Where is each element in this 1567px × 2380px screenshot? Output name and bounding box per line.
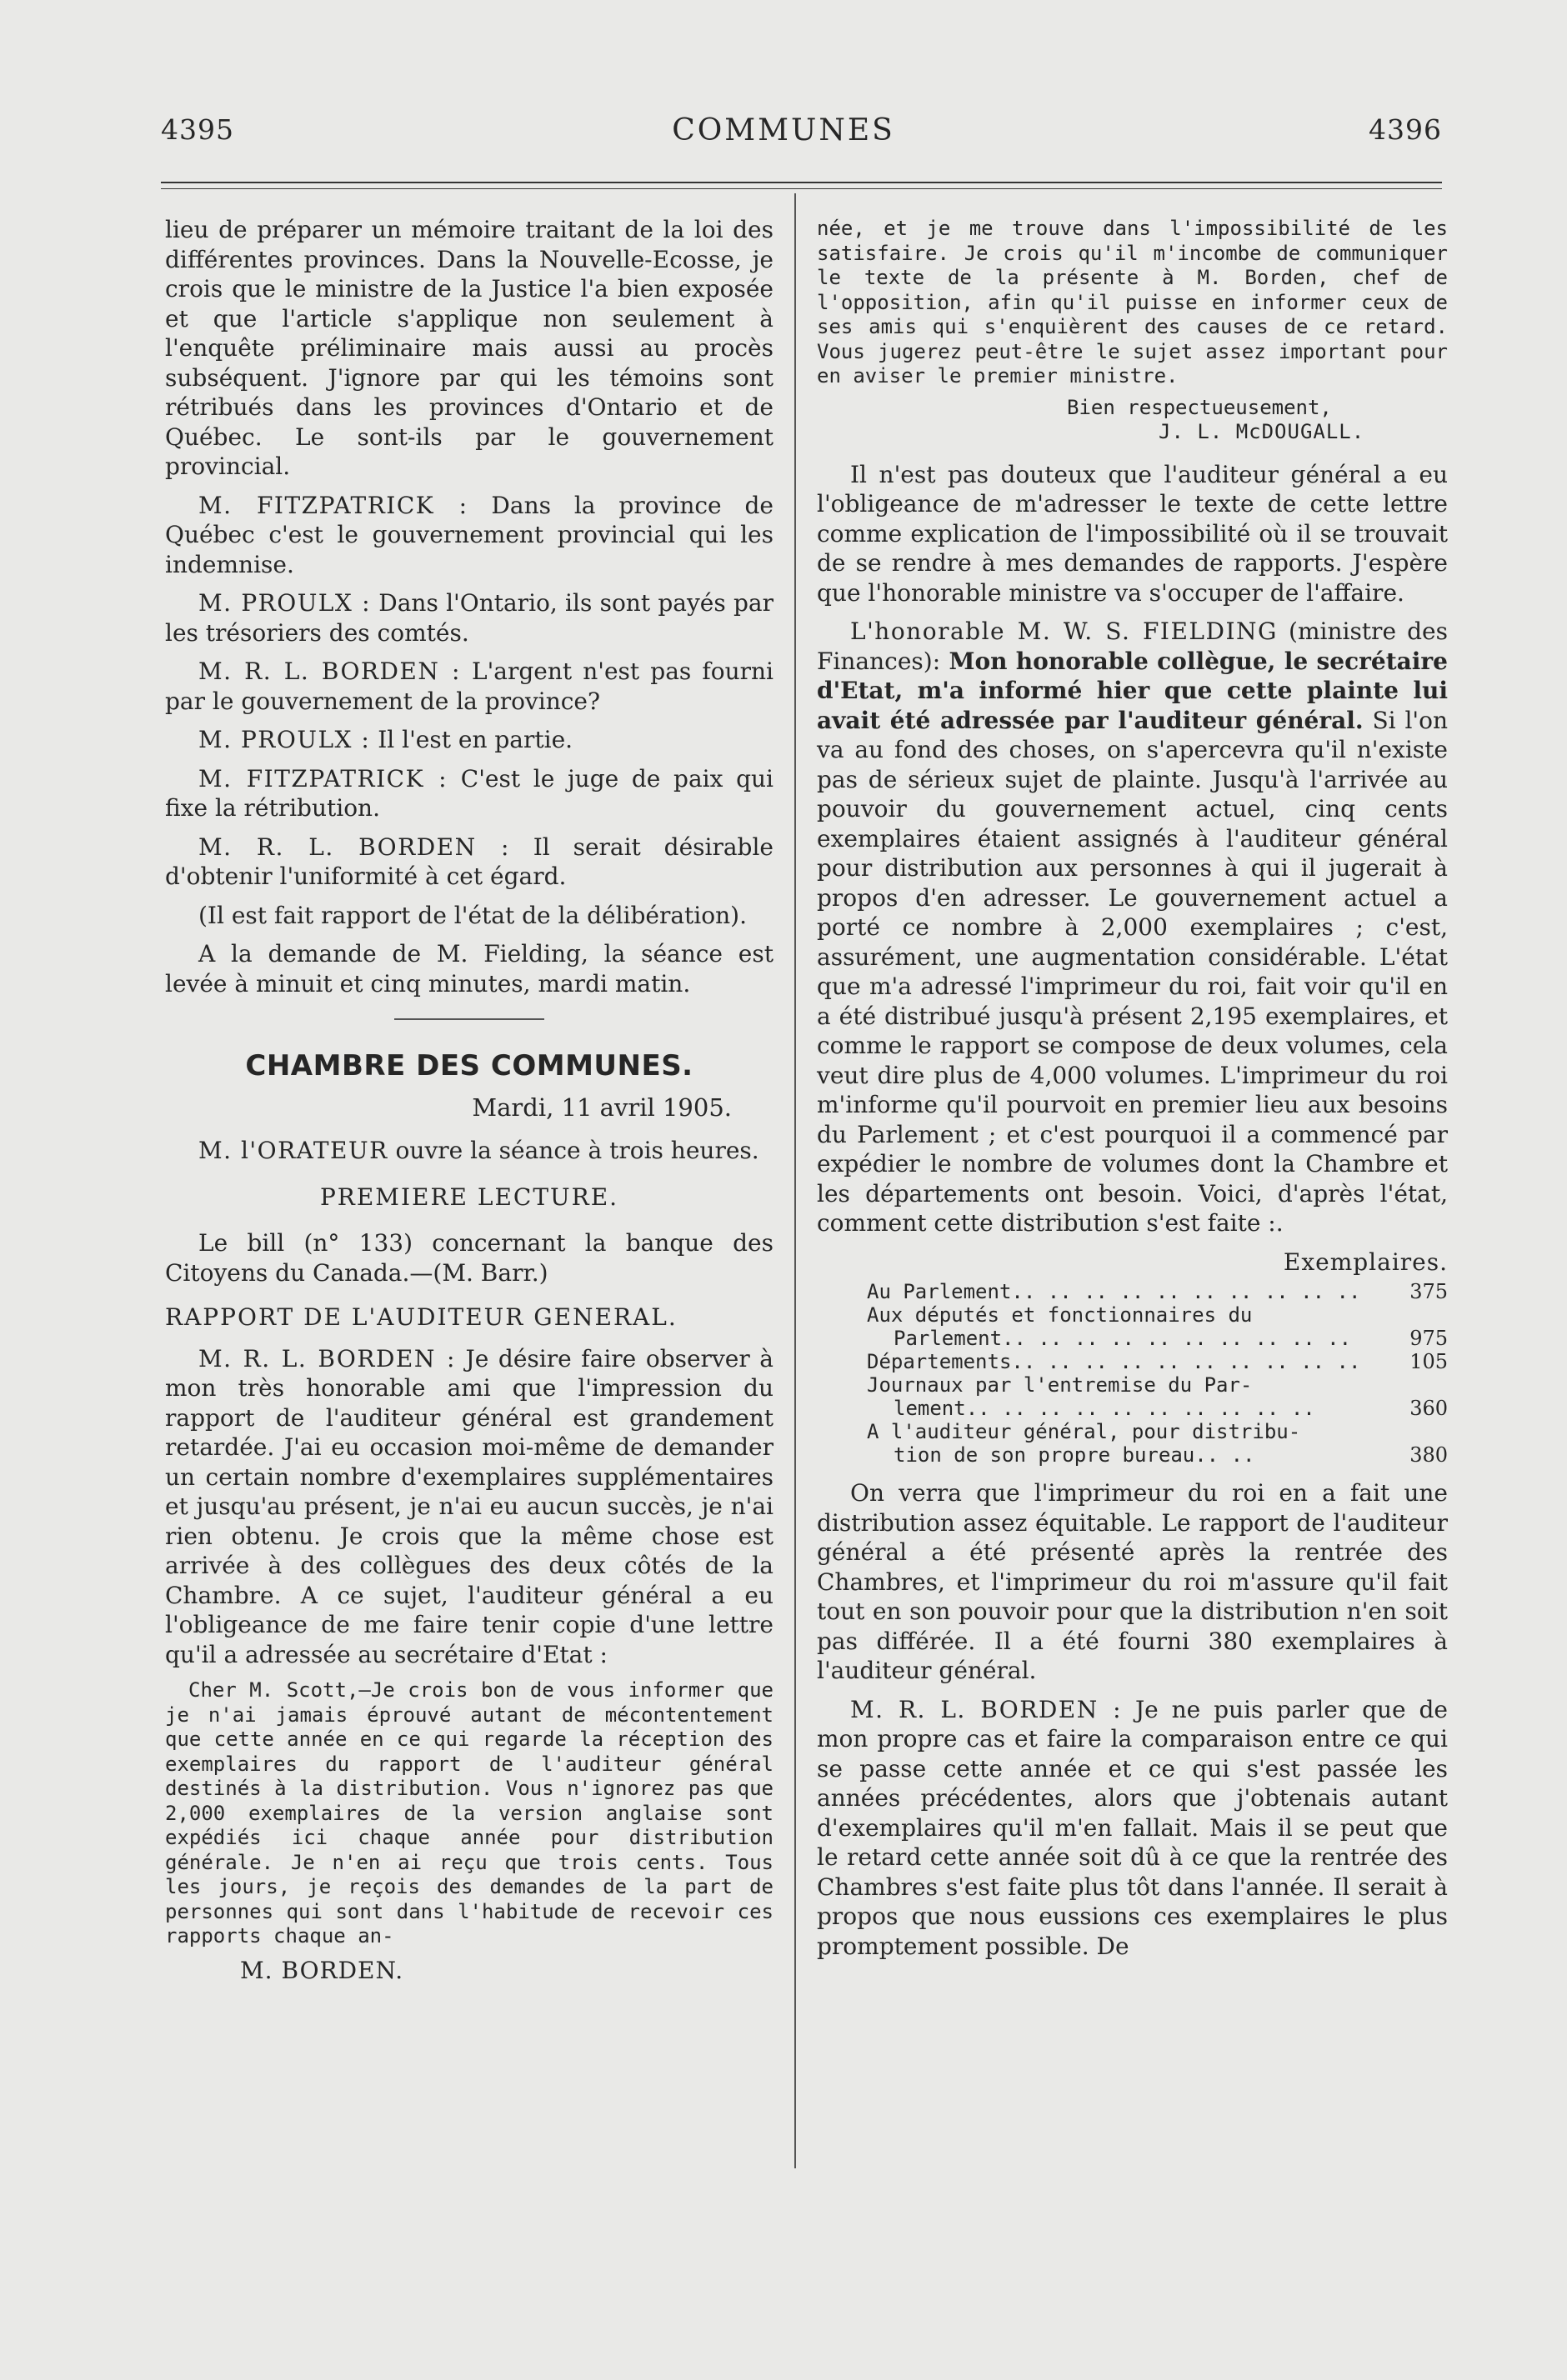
- label-line: Au Parlement.. .. .. .. .. .. .. .. .. ..: [867, 1280, 1361, 1303]
- speech: [165, 832, 773, 892]
- label-line: A l'auditeur général, pour distribu-: [867, 1420, 1301, 1443]
- distribution-value: 375: [1409, 1280, 1448, 1303]
- speech-text: Dans l'Ontario, ils sont payés par les trésoriers des comtés.: [165, 589, 773, 647]
- label-continuation: Parlement.. .. .. .. .. .. .. .. .. ..: [894, 1327, 1352, 1350]
- paragraph: (Il est fait rapport de l'état de la délibération).: [198, 901, 747, 929]
- speaker: M. PROULX :: [198, 726, 371, 753]
- table-row: [817, 1373, 1448, 1420]
- distribution-header: Exemplaires.: [1283, 1248, 1448, 1276]
- table-row: [817, 1420, 1448, 1467]
- speech: [817, 1695, 1448, 1962]
- subheading-report: RAPPORT DE L'AUDITEUR GENERAL.: [165, 1303, 678, 1331]
- speech-text: Dans la province de Québec c'est le gouvernement provincial qui les indemnise.: [165, 491, 774, 578]
- speaker: M. l'ORATEUR: [198, 1137, 388, 1164]
- speech-emphasis: Mon honorable collègue, le secrétaire d'Etat, m'a informé hier que cette plainte lui avait été adressée par l'auditeur général.: [817, 647, 1448, 734]
- speaker: L'honorable M. W. S. FIELDING: [850, 618, 1278, 645]
- speaker: M. R. L. BORDEN :: [850, 1695, 1123, 1723]
- session-date: Mardi, 11 avril 1905.: [472, 1092, 732, 1122]
- distribution-value: 380: [1409, 1443, 1448, 1467]
- distribution-table: [817, 1280, 1448, 1467]
- speech-text: Si l'on va au fond des choses, on s'apercevra qu'il n'existe pas de sérieux sujet de plainte. Jusqu'à l'arrivée au pouvoir du gouvernement actuel, cinq cents exemplaires étaient assignés à l'auditeur général pour distribution aux personnes à qui il jugerait à propos d'en adresser. Le gouvernement actuel a porté ce nombre à 2,000 exemplaires ; c'est, assurément, une augmentation considérable. L'état que m'a adressé l'imprimeur du roi, fait voir qu'il en a été distribué jusqu'à présent 2,195 exemplaires, et comme le rapport se compose de deux volumes, cela veut dire plus de 4,000 volumes. L'imprimeur du roi m'informe qu'il pourvoit en premier lieu aux besoins du Parlement ; et c'est pourquoi il a commencé par expédier le nombre de volumes dont la Chambre et les départements ont besoin. Voici, d'après l'état, comment cette distribution s'est faite :.: [817, 706, 1449, 1237]
- section-divider: [394, 1018, 544, 1020]
- header-rule-top: [161, 182, 1442, 183]
- label-line: Journaux par l'entremise du Par-: [867, 1373, 1253, 1397]
- right-column: [817, 215, 1448, 1970]
- label-continuation: tion de son propre bureau.. ..: [894, 1443, 1255, 1467]
- speech-text: C'est le juge de paix qui fixe la rétribution.: [165, 764, 774, 822]
- speech-text: Il l'est en partie.: [370, 726, 573, 753]
- quoted-letter: Cher M. Scott,—Je crois bon de vous informer que je n'ai jamais éprouvé autant de mécontentement que cette année en ce qui regarde la réception des exemplaires du rapport de l'auditeur général destinés à la distribution. Vous n'ignorez pas que 2,000 exemplaires de la version anglaise sont expédiés ici chaque année pour distribution générale. Je n'en ai reçu que trois cents. Tous les jours, je reçois des demandes de la part de personnes qui sont dans l'habitude de recevoir ces rapports chaque an-: [165, 1678, 773, 1948]
- speech: [165, 588, 773, 648]
- speaker: M. PROULX :: [198, 589, 372, 617]
- paragraph: lieu de préparer un mémoire traitant de la loi des différentes provinces. Dans la Nouvelle-Ecosse, je crois que le ministre de la Justice l'a bien exposée et que l'article s'applique non seulement à l'enquête préliminaire mais aussi au procès subséquent. J'ignore par qui les témoins sont rétribués dans les provinces d'Ontario et de Québec. Le sont-ils par le gouvernement provincial.: [165, 216, 773, 480]
- quoted-letter-continued: née, et je me trouve dans l'impossibilité de les satisfaire. Je crois qu'il m'incombe de communiquer le texte de la présente à M. Borden, chef de l'opposition, afin qu'il puisse en informer ceux de ses amis qui s'enquièrent des causes de ce retard. Vous jugerez peut-être le sujet assez important pour en aviser le premier ministre.: [817, 217, 1448, 388]
- paragraph: Le bill (n° 133) concernant la banque des Citoyens du Canada.—(M. Barr.): [165, 1229, 773, 1287]
- running-title: COMMUNES: [672, 113, 895, 148]
- label-line: Aux députés et fonctionnaires du: [867, 1303, 1253, 1327]
- speech: [165, 491, 773, 580]
- distribution-value: 360: [1409, 1397, 1448, 1420]
- distribution-label: [817, 1420, 1389, 1467]
- distribution-label: [817, 1303, 1389, 1350]
- section-heading: CHAMBRE DES COMMUNES.: [245, 1049, 693, 1082]
- distribution-value: 975: [1409, 1327, 1448, 1350]
- signature: M. BORDEN.: [240, 1956, 404, 1984]
- paragraph: A la demande de M. Fielding, la séance est levée à minuit et cinq minutes, mardi matin.: [165, 940, 773, 998]
- speech: [817, 617, 1448, 1238]
- speaker-role: (ministre des Finances):: [817, 618, 1448, 675]
- speech: [165, 657, 773, 716]
- table-row: [817, 1280, 1448, 1303]
- left-column: [165, 215, 773, 1985]
- speech-text: Je désire faire observer à mon très honorable ami que l'impression du rapport de l'auditeur général est grandement retardée. J'ai eu occasion moi-même de demander un certain nombre d'exemplaires supplémentaires et jusqu'au présent, je n'ai eu aucun succès, je n'ai rien obtenu. Je crois que la même chose est arrivée à des collègues des deux côtés de la Chambre. A ce sujet, l'auditeur général a eu l'obligeance de me faire tenir copie d'une lettre qu'il a adressée au secrétaire d'Etat :: [165, 1344, 774, 1668]
- label-continuation: lement.. .. .. .. .. .. .. .. .. ..: [894, 1397, 1315, 1420]
- table-row: [817, 1303, 1448, 1350]
- distribution-label: [817, 1280, 1389, 1303]
- paragraph: On verra que l'imprimeur du roi en a fait une distribution assez équitable. Le rapport de l'auditeur général a été présenté après la rentrée des Chambres, et l'imprimeur du roi m'assure qu'il fait tout en son pouvoir pour que la distribution n'en soit pas différée. Il a été fourni 380 exemplaires à l'auditeur général.: [817, 1479, 1448, 1684]
- speech: [165, 1136, 773, 1166]
- distribution-label: [817, 1350, 1389, 1373]
- speech-text: Il serait désirable d'obtenir l'uniformité à cet égard.: [165, 832, 773, 890]
- letter-closing: [817, 396, 1448, 445]
- table-row: [817, 1350, 1448, 1373]
- speaker: M. R. L. BORDEN :: [198, 658, 461, 685]
- subheading-first-reading: PREMIERE LECTURE.: [319, 1182, 619, 1211]
- speaker: M. R. L. BORDEN :: [198, 1344, 456, 1372]
- header-rule-bottom: [161, 188, 1442, 189]
- page-number-left: 4395: [161, 113, 234, 146]
- page-number-right: 4396: [1369, 113, 1442, 146]
- speech-text: L'argent n'est pas fourni par le gouvernement de la province?: [165, 658, 773, 715]
- column-divider: [794, 193, 796, 2168]
- speaker: M. FITZPATRICK :: [198, 764, 448, 792]
- speech: [165, 725, 773, 755]
- label-line: Départements.. .. .. .. .. .. .. .. .. ..: [867, 1350, 1361, 1373]
- closing-name: J. L. McDOUGALL.: [1159, 420, 1365, 443]
- distribution-value: 105: [1409, 1350, 1448, 1373]
- closing-salutation: Bien respectueusement,: [1067, 395, 1332, 419]
- paragraph: Il n'est pas douteux que l'auditeur général a eu l'obligeance de m'adresser le texte de cette lettre comme explication de l'impossibilité où il se trouvait de se rendre à mes demandes de rapports. J'espère que l'honorable ministre va s'occuper de l'affaire.: [817, 460, 1448, 607]
- speaker: M. FITZPATRICK :: [198, 491, 468, 519]
- speech-text: Je ne puis parler que de mon propre cas et faire la comparaison entre ce qui se passe cette année et ce qui s'est passée les années précédentes, alors que j'obtenais autant d'exemplaires qu'il m'en fallait. Mais il se peut que le retard cette année soit dû à ce que la rentrée des Chambres s'est faite plus tôt dans l'année. Il serait à propos que nous eussions ces exemplaires le plus promptement possible. De: [817, 1695, 1449, 1960]
- distribution-label: [817, 1373, 1389, 1420]
- speech: [165, 764, 773, 823]
- speech-text: ouvre la séance à trois heures.: [388, 1137, 759, 1164]
- speaker: M. R. L. BORDEN :: [198, 832, 510, 861]
- speech: [165, 1344, 773, 1670]
